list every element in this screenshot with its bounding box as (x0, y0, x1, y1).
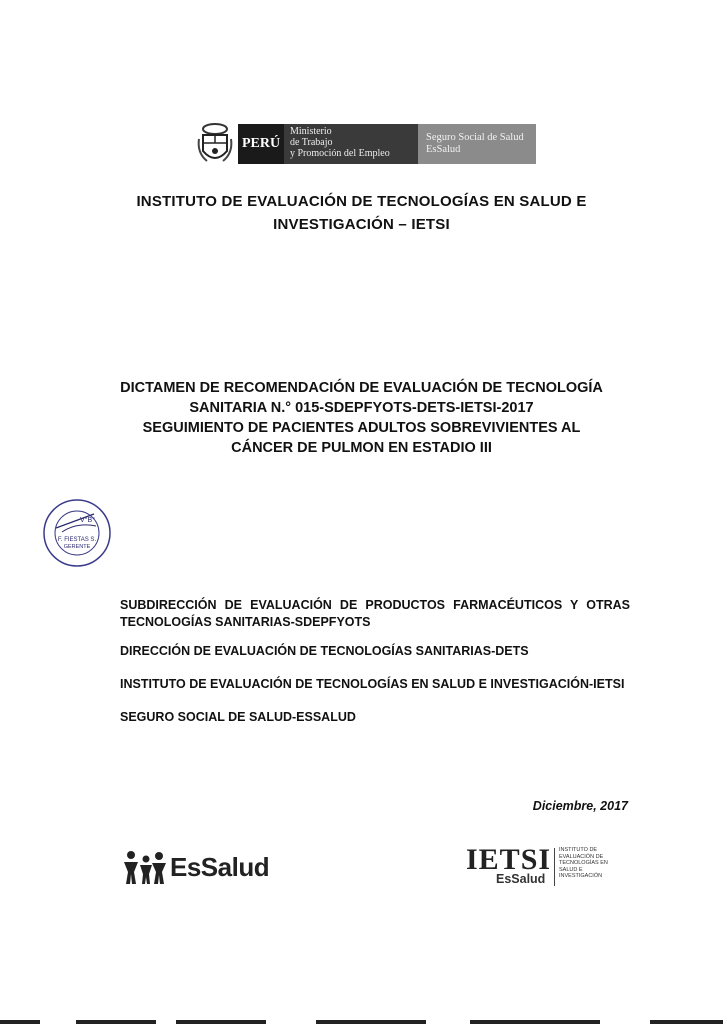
essalud-header-line-2: EsSalud (426, 144, 461, 155)
ministry-line-2: de Trabajo (290, 137, 333, 148)
institute-title-line-1: INSTITUTO DE EVALUACIÓN DE TECNOLOGÍAS EN SALUD E (136, 193, 587, 210)
document-title (80, 378, 643, 458)
ministry-line-3: y Promoción del Empleo (290, 148, 390, 159)
scan-edge-mark (650, 1020, 723, 1024)
scan-edge-mark (76, 1020, 156, 1024)
essalud-logo-text: EsSalud (170, 852, 270, 882)
scan-edge-mark (0, 1020, 40, 1024)
entity-ietsi: INSTITUTO DE EVALUACIÓN DE TECNOLOGÍAS EN SALUD E INVESTIGACIÓN-IETSI (120, 677, 625, 691)
entities-block (120, 597, 630, 726)
ietsi-logo-title: IETSI (466, 843, 552, 876)
document-title-line-1: DICTAMEN DE RECOMENDACIÓN DE EVALUACIÓN DE TECNOLOGÍA (120, 380, 603, 396)
ministry-line-1: Ministerio (290, 126, 332, 137)
document-date: Diciembre, 2017 (532, 799, 628, 813)
stamp-role: GERENTE (63, 544, 91, 550)
institute-title-line-2: INVESTIGACIÓN – IETSI (273, 216, 450, 233)
document-title-line-4: CÁNCER DE PULMON EN ESTADIO III (231, 440, 492, 456)
document-title-line-3: SEGUIMIENTO DE PACIENTES ADULTOS SOBREVIVIENTES AL (142, 420, 581, 436)
ministry-label (284, 124, 418, 164)
entity-sdepfyots: SUBDIRECCIÓN DE EVALUACIÓN DE PRODUCTOS FARMACÉUTICOS Y OTRAS TECNOLOGÍAS SANITARIAS-SDEPFYOTS (120, 598, 630, 629)
peru-coat-of-arms-icon (197, 121, 233, 167)
essalud-header-line-1: Seguro Social de Salud (426, 132, 524, 143)
ietsi-logo-description: INSTITUTO DE EVALUACIÓN DE TECNOLOGÍAS EN SALUD E INVESTIGACIÓN (559, 847, 608, 880)
essalud-family-icon (122, 850, 168, 886)
ietsi-logo-sub: EsSalud (496, 872, 546, 886)
document-title-line-2: SANITARIA N.° 015-SDEPFYOTS-DETS-IETSI-2017 (189, 400, 534, 416)
entity-dets: DIRECCIÓN DE EVALUACIÓN DE TECNOLOGÍAS SANITARIAS-DETS (120, 644, 529, 658)
entity-essalud: SEGURO SOCIAL DE SALUD-ESSALUD (120, 710, 356, 724)
approval-stamp (42, 498, 112, 568)
essalud-header-label (418, 124, 536, 164)
scan-edge-mark (470, 1020, 600, 1024)
stamp-mark: V°B° (80, 517, 95, 524)
scan-edge-mark (176, 1020, 266, 1024)
peru-label: PERÚ (238, 124, 284, 164)
stamp-name: F. FIESTAS S. (57, 537, 97, 543)
institute-title (100, 190, 623, 236)
ietsi-logo-divider (554, 848, 555, 886)
scan-edge-mark (316, 1020, 426, 1024)
